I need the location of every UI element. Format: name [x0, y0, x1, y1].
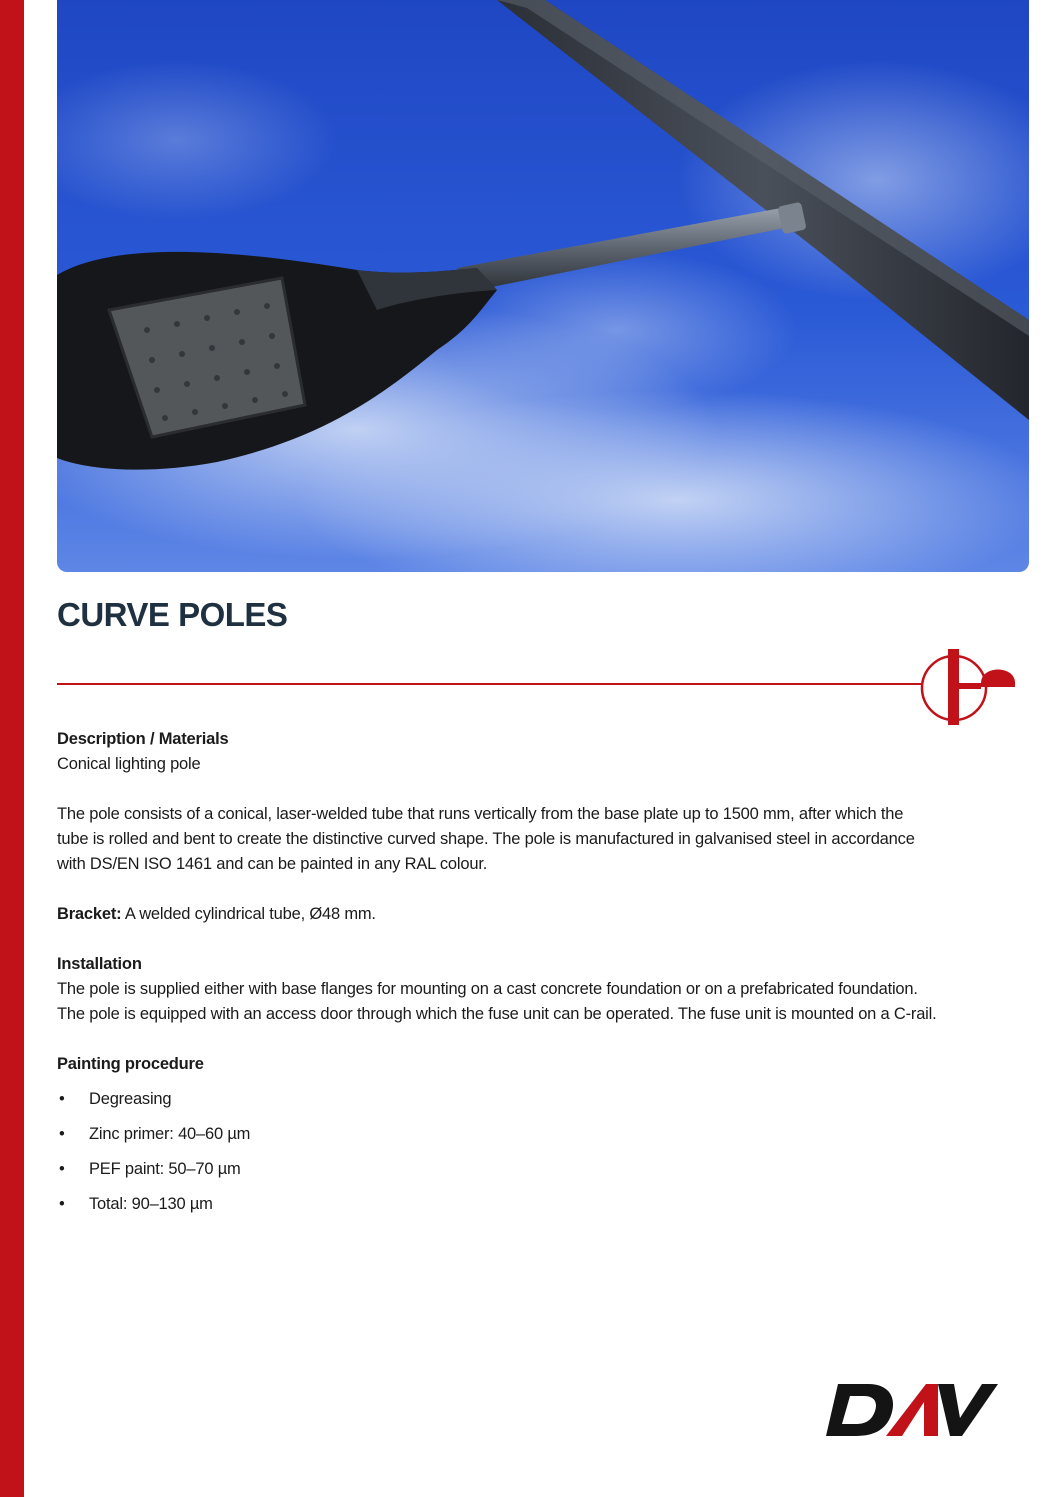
description-body: The pole consists of a conical, laser-welded tube that runs vertically from the base plate up to 1500 mm, after which the tube is rolled and bent to create the distinctive curved shape. The pole is manufactured in galvanised steel in accordance with DS/EN ISO 1461 and can be painted in any RAL colour.	[57, 805, 915, 873]
painting-heading: Painting procedure	[57, 1055, 204, 1073]
bracket-line	[57, 902, 937, 927]
product-description	[57, 727, 937, 1227]
page-title: CURVE POLES	[57, 596, 288, 633]
list-item-text: PEF paint: 50–70 µm	[89, 1160, 241, 1178]
list-item-text: Total: 90–130 µm	[89, 1195, 213, 1213]
bracket-label: Bracket:	[57, 905, 122, 923]
description-subtitle: Conical lighting pole	[57, 755, 201, 773]
hero-photo	[57, 0, 1029, 572]
title-divider	[57, 683, 923, 685]
bracket-text: A welded cylindrical tube, Ø48 mm.	[121, 905, 376, 923]
installation-body: The pole is supplied either with base flanges for mounting on a cast concrete foundation or on a prefabricated foundation. The pole is equipped with an access door through which the fuse unit can be operated. The fuse unit is mounted on a C-rail.	[57, 980, 937, 1023]
description-heading: Description / Materials	[57, 730, 229, 748]
list-item	[57, 1192, 937, 1227]
side-accent-bar	[0, 0, 24, 1497]
list-item-text: Zinc primer: 40–60 µm	[89, 1125, 251, 1143]
list-item	[57, 1157, 937, 1192]
painting-steps-list	[57, 1087, 937, 1227]
dav-logo	[826, 1380, 998, 1440]
list-item-text: Degreasing	[89, 1090, 172, 1108]
bullet-icon: •	[59, 1090, 65, 1108]
list-item	[57, 1122, 937, 1157]
bullet-icon: •	[59, 1125, 65, 1143]
pole-emblem-icon	[919, 647, 1019, 729]
bullet-icon: •	[59, 1160, 65, 1178]
list-item	[57, 1087, 937, 1122]
street-lamp-photo	[57, 0, 1029, 572]
bullet-icon: •	[59, 1195, 65, 1213]
installation-heading: Installation	[57, 955, 142, 973]
